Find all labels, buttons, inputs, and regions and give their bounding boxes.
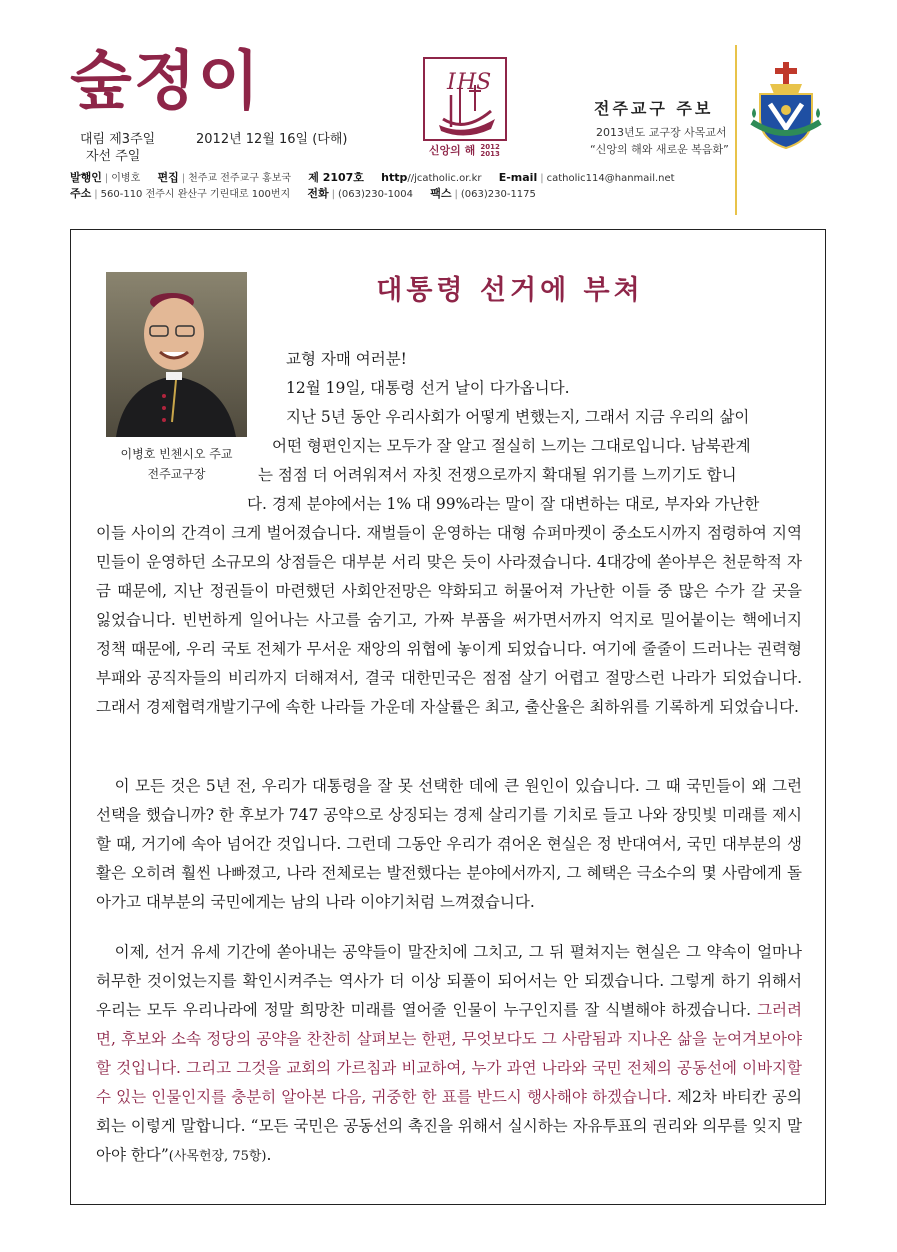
year-range: 2012 2013 (480, 143, 500, 158)
phone-value: (063)230-1004 (337, 189, 414, 200)
bishop-photo (106, 272, 247, 437)
year-of-faith-emblem (423, 57, 507, 159)
phone-label: 전화 (307, 187, 329, 200)
year-of-faith-caption (423, 142, 507, 158)
issue-number: 제 2107호 (308, 171, 364, 184)
sunday-name: 자선 주일 (86, 149, 141, 164)
email-link[interactable]: catholic114@hanmail.net (546, 173, 675, 184)
paragraph-2: 이 모든 것은 5년 전, 우리가 대통령을 잘 못 선택한 데에 큰 원인이 있습니다. 그 때 국민들이 왜 그런 선택을 했습니까? 한 후보가 747 공약으로 상징되는 경제 살리기를 기치로 들고 나와 장밋빛 미래를 제시할 때, 거기에 속아 넘어간 것입니다. 그런데 그동안 우리가 겪어온 현실은 정 반대여서, 국민 대부분의 생활은 오히려 훨씬 나빠졌고, 나라 전체로는 발전했다는 분야에서까지, 그 혜택은 극소수의 몇 사람에게 돌아가고 대부분의 국민에게는 남의 나라 이야기처럼 느껴졌습니다. (96, 777, 802, 911)
address-label: 주소 (70, 187, 92, 200)
article-headline: 대통령 선거에 부쳐 (376, 275, 644, 306)
body-line: 12월 19일, 대통령 선거 날이 다가옵니다. (286, 379, 570, 397)
liturgical-season: 대림 제3주일 (80, 132, 156, 147)
issue-date: 2012년 12월 16일 (다해) (196, 132, 348, 147)
body-line: 교형 자매 여러분! (286, 350, 407, 368)
paragraph-3 (96, 938, 802, 1171)
year-of-faith-logo-icon (423, 57, 507, 141)
publisher-label: 발행인 (70, 171, 102, 184)
body-line: 다. 경제 분야에서는 1% 대 99%라는 말이 잘 대변하는 대로, 부자와 가난한 (247, 495, 760, 513)
svg-text:HS: HS (457, 70, 492, 95)
paragraph-3-highlight: 그러려면, 후보와 소속 정당의 공약을 찬찬히 살펴보는 한편, 무엇보다도 그 사람됨과 지나온 삶을 눈여겨보아야 할 것입니다. 그리고 그것을 교회의 가르침과 비교하여, 누가 과연 나라와 국민 전체의 공동선에 이바지할 수 있는 인물인지를 충분히 알아본 다음, 귀중한 한 표를 반드시 행사해야 하겠습니다. (96, 1001, 802, 1106)
issue-info (80, 131, 348, 165)
body-line: 어떤 형편인지는 모두가 잘 알고 절실히 느끼는 그대로입니다. 남북관계 (272, 437, 751, 455)
paragraph-3-end: 제2차 바티칸 공의회는 이렇게 말합니다. “모든 국민은 공동선의 촉진을 위해서 실시하는 자유투표의 권리와 의무를 잊지 말아야 한다” (96, 1088, 802, 1164)
paragraph-3-citation: (사목헌장, 75항) (168, 1149, 267, 1164)
paragraph-3-period: . (266, 1146, 272, 1164)
publisher-name: 이병호 (111, 173, 141, 184)
newsletter-title: 숲정이 (70, 45, 262, 119)
editor-label: 편집 (157, 171, 179, 184)
photo-caption (100, 444, 253, 484)
website-label: http (381, 171, 408, 184)
fax-label: 팩스 (430, 187, 452, 200)
editor-name: 천주교 전주교구 홍보국 (188, 173, 292, 184)
svg-text:I: I (447, 70, 456, 95)
pastoral-letter-label: 2013년도 교구장 사목교서 (596, 126, 727, 139)
publisher-info: 발행인 | 이병호 편집 | 천주교 전주교구 홍보국 제 2107호 http//jcatholic.or.kr E-mail | catholic114@hanmail.net 주소 | 560-110 전주시 완산구 기린대로 100번지 전화 | (063)230-1004 팩스 | (063)230-1175 (70, 171, 675, 200)
paragraph-1-continued: 이들 사이의 간격이 크게 벌어졌습니다. 재벌들이 운영하는 대형 슈퍼마켓이 중소도시까지 점령하여 지역민들이 운영하던 소규모의 상점들은 대부분 서리 맞은 듯이 사라졌습니다. 4대강에 쏟아부은 천문학적 자금 때문에, 지난 정권들이 마련했던 사회안전망은 약화되고 허물어져 가난한 이들 중 많은 수가 갈 곳을 잃었습니다. 빈번하게 일어나는 사고를 숨기고, 가짜 부품을 써가면서까지 억지로 밀어붙이는 핵에너지 정책 때문에, 우리 국토 전체가 무서운 재앙의 위협에 놓이게 되었습니다. 여기에 줄줄이 드러나는 권력형 부패와 공직자들의 비리까지 더해져서, 결국 대한민국은 점점 살기 어렵고 절망스런 나라가 되었습니다. 그래서 경제협력개발기구에 속한 나라들 가운데 자살률은 최고, 출산율은 최하위를 기록하게 되었습니다. (96, 524, 802, 716)
photo-caption-name: 이병호 빈첸시오 주교 (120, 447, 233, 461)
email-label: E-mail (498, 171, 538, 184)
body-line: 지난 5년 동안 우리사회가 어떻게 변했는지, 그래서 지금 우리의 삶이 (286, 408, 750, 426)
weekly-label: 전주교구 주보 (594, 99, 714, 118)
year-of-faith-label: 신앙의 해 (428, 144, 476, 157)
diocese-emblem-icon (748, 60, 824, 152)
masthead (0, 0, 897, 215)
fax-value: (063)230-1175 (460, 189, 536, 200)
body-line: 는 점점 더 어려워져서 자칫 전쟁으로까지 확대될 위기를 느끼기도 합니 (258, 466, 737, 484)
paragraph-3-start: 이제, 선거 유세 기간에 쏟아내는 공약들이 말잔치에 그치고, 그 뒤 펼쳐지는 현실은 그 약속이 얼마나 허무한 것이었는지를 확인시켜주는 역사가 더 이상 되풀이 되어서는 안 되겠습니다. 그렇게 하기 위해서 우리는 모두 우리나라에 정말 희망찬 미래를 열어줄 인물이 누구인지를 잘 식별해야 하겠습니다. (96, 943, 802, 1019)
photo-caption-title: 전주교구장 (147, 467, 206, 481)
address-value: 560-110 전주시 완산구 기린대로 100번지 (100, 189, 291, 200)
pastoral-motto: “신앙의 해와 새로운 복음화” (590, 143, 729, 156)
website-link[interactable]: //jcatholic.or.kr (407, 173, 482, 184)
